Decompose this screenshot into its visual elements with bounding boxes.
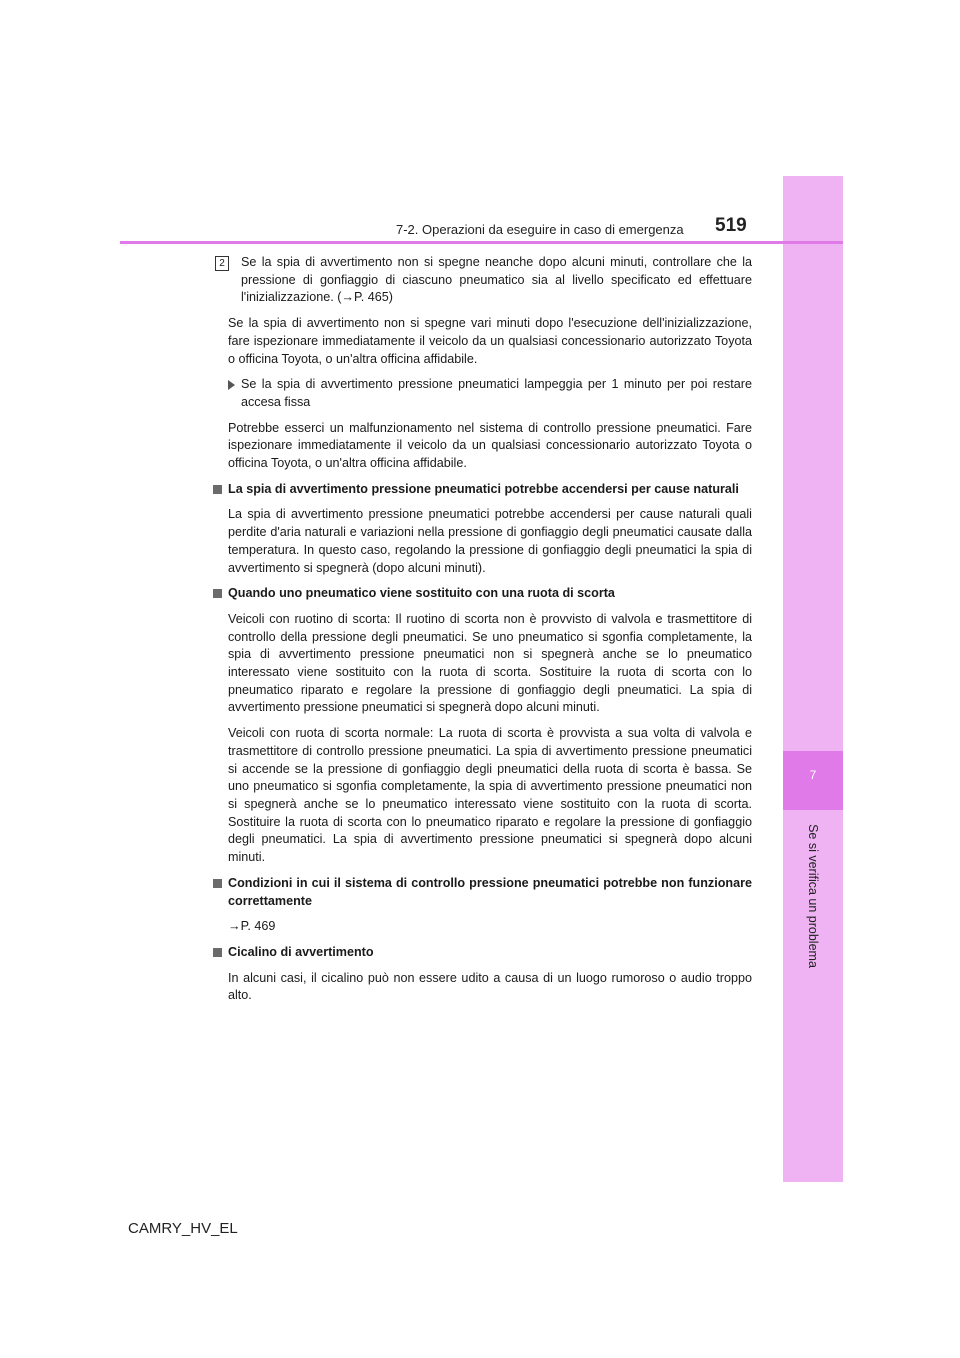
chapter-number: 7	[809, 768, 817, 782]
triangle-bullet-icon	[228, 380, 235, 390]
square-bullet-icon	[213, 879, 222, 888]
section-heading-text: Cicalino di avvertimento	[228, 944, 374, 959]
page-number: 519	[715, 215, 747, 236]
section-heading	[212, 585, 752, 603]
step-number-badge: 2	[215, 256, 229, 271]
section-heading-text: La spia di avvertimento pressione pneumatici potrebbe accendersi per cause naturali	[228, 481, 739, 496]
step-2	[212, 254, 752, 307]
chapter-side-tab	[783, 176, 843, 1182]
step-2-text: Se la spia di avvertimento non si spegne neanche dopo alcuni minuti, controllare che la pressione di gonfiaggio di ciascuno pneumatico sia al livello specificato ed effettuare l'inizializzazione. (→P. 465)	[241, 255, 752, 305]
page-reference: →P. 469	[228, 919, 276, 934]
paragraph: Potrebbe esserci un malfunzionamento nel sistema di controllo pressione pneumatici. Fare ispezionare immediatamente il veicolo da un qualsiasi concessionario autorizzato Toyota o officina Toyota, o un'altra officina affidabile.	[228, 420, 752, 471]
square-bullet-icon	[213, 948, 222, 957]
header-divider	[120, 241, 843, 244]
section-body: Veicoli con ruotino di scorta: Il ruotino di scorta non è provvisto di valvola e trasmettitore di controllo della pressione degli pneumatici. Se uno pneumatico si sgonfia completamente, la spia di avvertimento pressione pneumatici non si spegnerà anche se lo pneumatico interessato viene sostituito con la ruota di scorta. Sostituire la ruota di scorta con lo pneumatico riparato e regolare la pressione di gonfiaggio degli pneumatici. La spia di avvertimento pressione pneumatici si spegnerà dopo alcuni minuti.	[228, 611, 752, 715]
paragraph: Se la spia di avvertimento non si spegne vari minuti dopo l'esecuzione dell'inizializzazione, fare ispezionare immediatamente il veicolo da un qualsiasi concessionario autorizzato Toyota o officina Toyota, o un'altra officina affidabile.	[228, 316, 752, 366]
section-body: Veicoli con ruota di scorta normale: La ruota di scorta è provvista a sua volta di valvola e trasmettitore di controllo pressione pneumatici. La spia di avvertimento pressione pneumatici si accende se la pressione di gonfiaggio degli pneumatici della ruota di scorta è bassa. Se uno pneumatico si sgonfia completamente, la spia di avvertimento pressione pneumatici non si spegnerà anche se lo pneumatico interessato viene sostituito con la ruota di scorta. Sostituire la ruota di scorta con lo pneumatico riparato e regolare la pressione di gonfiaggio degli pneumatici. La spia di avvertimento pressione pneumatici si spegnerà dopo alcuni minuti.	[228, 726, 752, 865]
section-body: In alcuni casi, il cicalino può non essere udito a causa di un luogo rumoroso o audio troppo alto.	[228, 970, 752, 1003]
arrow-item-text: Se la spia di avvertimento pressione pneumatici lampeggia per 1 minuto per poi restare accesa fissa	[241, 377, 752, 409]
section-heading	[212, 944, 752, 962]
arrow-item	[212, 376, 752, 411]
section-heading-text: Condizioni in cui il sistema di controllo pressione pneumatici potrebbe non funzionare correttamente	[228, 875, 752, 908]
square-bullet-icon	[213, 589, 222, 598]
section-heading-text: Quando uno pneumatico viene sostituito con una ruota di scorta	[228, 586, 615, 601]
section-title: 7-2. Operazioni da eseguire in caso di emergenza	[396, 222, 684, 237]
section-heading	[212, 481, 752, 499]
square-bullet-icon	[213, 485, 222, 494]
section-body: La spia di avvertimento pressione pneumatici potrebbe accendersi per cause naturali quali perdite d'aria naturali e variazioni nella pressione di gonfiaggio degli pneumatici causate dalla temperatura. In questo caso, regolando la pressione di gonfiaggio degli pneumatici la spia di avvertimento si spegnerà (dopo alcuni minuti).	[228, 507, 752, 575]
page-content	[212, 254, 752, 1005]
chapter-title: Se si verifica un problema	[806, 824, 820, 968]
section-heading	[212, 875, 752, 910]
model-code: CAMRY_HV_EL	[128, 1220, 238, 1237]
